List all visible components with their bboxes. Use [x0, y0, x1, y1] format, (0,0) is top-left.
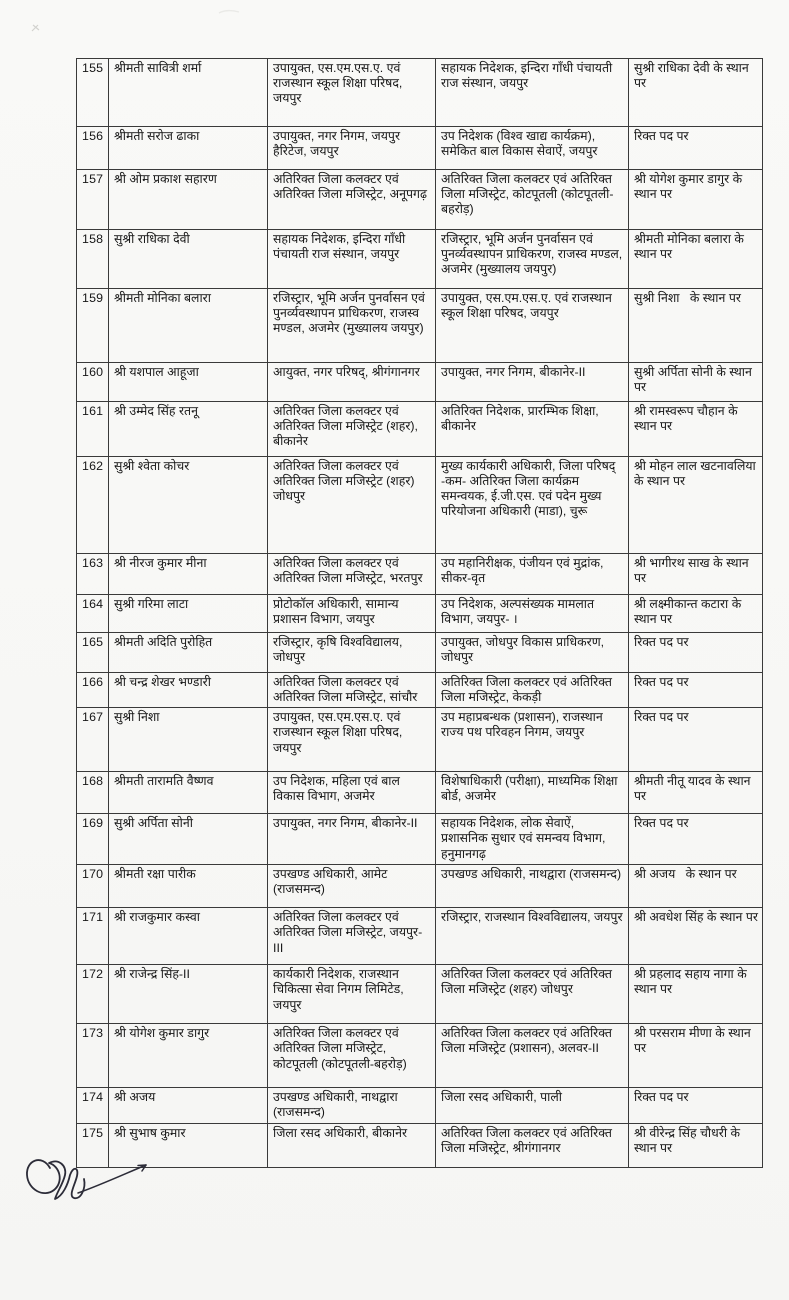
- cell-officer-name: श्रीमती रक्षा पारीक: [109, 865, 268, 908]
- cell-serial-number: 159: [77, 289, 109, 363]
- table-row: [77, 457, 763, 554]
- cell-officer-name: श्री उम्मेद सिंह रतनू: [109, 402, 268, 457]
- cell-new-post: उपायुक्त, जोधपुर विकास प्राधिकरण, जोधपुर: [436, 633, 629, 673]
- cell-officer-name: श्री अजय: [109, 1088, 268, 1123]
- cell-current-post: अतिरिक्त जिला कलक्टर एवं अतिरिक्त जिला मजिस्ट्रेट, कोटपूतली (कोटपूतली-बहरोड़): [268, 1024, 436, 1088]
- signature-mark: [20, 1146, 170, 1224]
- table-body: [77, 59, 763, 1168]
- cell-serial-number: 163: [77, 554, 109, 595]
- table-row: [77, 59, 763, 127]
- table-row: [77, 230, 763, 289]
- cell-new-post: अतिरिक्त जिला कलक्टर एवं अतिरिक्त जिला मजिस्ट्रेट (शहर) जोधपुर: [436, 965, 629, 1024]
- cell-officer-name: श्री राजकुमार कस्वा: [109, 908, 268, 965]
- cell-officer-name: सुश्री गरिमा लाटा: [109, 595, 268, 633]
- cell-current-post: रजिस्ट्रार, भूमि अर्जन पुनर्वासन एवं पुनर्व्यवस्थापन प्राधिकरण, राजस्व मण्डल, अजमेर (मुख्यालय जयपुर): [268, 289, 436, 363]
- cell-remark: रिक्त पद पर: [629, 633, 763, 673]
- cell-serial-number: 169: [77, 814, 109, 865]
- table-row: [77, 127, 763, 170]
- cell-remark: श्रीमती मोनिका बलारा के स्थान पर: [629, 230, 763, 289]
- cell-officer-name: श्री यशपाल आहूजा: [109, 363, 268, 402]
- cell-remark: रिक्त पद पर: [629, 814, 763, 865]
- table-row: [77, 673, 763, 708]
- cell-serial-number: 171: [77, 908, 109, 965]
- cell-remark: सुश्री अर्पिता सोनी के स्थान पर: [629, 363, 763, 402]
- cell-current-post: अतिरिक्त जिला कलक्टर एवं अतिरिक्त जिला मजिस्ट्रेट (शहर), बीकानेर: [268, 402, 436, 457]
- table-row: [77, 1123, 763, 1167]
- cell-officer-name: श्री चन्द्र शेखर भण्डारी: [109, 673, 268, 708]
- cell-new-post: अतिरिक्त जिला कलक्टर एवं अतिरिक्त जिला मजिस्ट्रेट, केकड़ी: [436, 673, 629, 708]
- cell-new-post: उप निदेशक, अल्पसंख्यक मामलात विभाग, जयपुर- ।: [436, 595, 629, 633]
- cell-remark: श्री परसराम मीणा के स्थान पर: [629, 1024, 763, 1088]
- cell-remark: सुश्री राधिका देवी के स्थान पर: [629, 59, 763, 127]
- cell-serial-number: 168: [77, 772, 109, 814]
- cell-serial-number: 155: [77, 59, 109, 127]
- cell-remark: श्री मोहन लाल खटनावलिया के स्थान पर: [629, 457, 763, 554]
- cell-serial-number: 157: [77, 170, 109, 230]
- cell-serial-number: 161: [77, 402, 109, 457]
- table-row: [77, 772, 763, 814]
- cell-current-post: उपखण्ड अधिकारी, आमेट (राजसमन्द): [268, 865, 436, 908]
- table-row: [77, 170, 763, 230]
- cell-new-post: उप निदेशक (विश्व खाद्य कार्यक्रम), समेकित बाल विकास सेवाऐं, जयपुर: [436, 127, 629, 170]
- cell-current-post: कार्यकारी निदेशक, राजस्थान चिकित्सा सेवा निगम लिमिटेड, जयपुर: [268, 965, 436, 1024]
- cell-remark: श्री योगेश कुमार डागुर के स्थान पर: [629, 170, 763, 230]
- table-row: [77, 908, 763, 965]
- cell-new-post: उपखण्ड अधिकारी, नाथद्वारा (राजसमन्द): [436, 865, 629, 908]
- cell-officer-name: श्री योगेश कुमार डागुर: [109, 1024, 268, 1088]
- table-row: [77, 633, 763, 673]
- cell-current-post: उपखण्ड अधिकारी, नाथद्वारा (राजसमन्द): [268, 1088, 436, 1123]
- cell-current-post: उप निदेशक, महिला एवं बाल विकास विभाग, अजमेर: [268, 772, 436, 814]
- transfer-order-table: [76, 58, 763, 1168]
- cell-serial-number: 173: [77, 1024, 109, 1088]
- cell-remark: रिक्त पद पर: [629, 127, 763, 170]
- cell-serial-number: 156: [77, 127, 109, 170]
- cell-remark: श्री अवधेश सिंह के स्थान पर: [629, 908, 763, 965]
- cell-serial-number: 162: [77, 457, 109, 554]
- cell-current-post: उपायुक्त, एस.एम.एस.ए. एवं राजस्थान स्कूल शिक्षा परिषद, जयपुर: [268, 708, 436, 772]
- cell-new-post: उपायुक्त, नगर निगम, बीकानेर-II: [436, 363, 629, 402]
- cell-remark: श्रीमती नीतू यादव के स्थान पर: [629, 772, 763, 814]
- cell-serial-number: 165: [77, 633, 109, 673]
- cell-new-post: जिला रसद अधिकारी, पाली: [436, 1088, 629, 1123]
- cell-current-post: प्रोटोकॉल अधिकारी, सामान्य प्रशासन विभाग, जयपुर: [268, 595, 436, 633]
- cell-serial-number: 160: [77, 363, 109, 402]
- cell-current-post: रजिस्ट्रार, कृषि विश्वविद्यालय, जोधपुर: [268, 633, 436, 673]
- cell-current-post: अतिरिक्त जिला कलक्टर एवं अतिरिक्त जिला मजिस्ट्रेट, सांचौर: [268, 673, 436, 708]
- table-row: [77, 965, 763, 1024]
- cell-serial-number: 170: [77, 865, 109, 908]
- cell-new-post: अतिरिक्त निदेशक, प्रारम्भिक शिक्षा, बीकानेर: [436, 402, 629, 457]
- cell-current-post: उपायुक्त, नगर निगम, जयपुर हैरिटेज, जयपुर: [268, 127, 436, 170]
- cell-remark: श्री भागीरथ साख के स्थान पर: [629, 554, 763, 595]
- cell-remark: रिक्त पद पर: [629, 708, 763, 772]
- cell-officer-name: श्रीमती सावित्री शर्मा: [109, 59, 268, 127]
- cell-officer-name: सुश्री श्वेता कोचर: [109, 457, 268, 554]
- table-row: [77, 708, 763, 772]
- cell-current-post: आयुक्त, नगर परिषद्, श्रीगंगानगर: [268, 363, 436, 402]
- cell-officer-name: श्री राजेन्द्र सिंह-II: [109, 965, 268, 1024]
- cell-officer-name: सुश्री राधिका देवी: [109, 230, 268, 289]
- cell-remark: श्री लक्ष्मीकान्त कटारा के स्थान पर: [629, 595, 763, 633]
- cell-remark: श्री वीरेन्द्र सिंह चौधरी के स्थान पर: [629, 1123, 763, 1167]
- cell-new-post: उप महानिरीक्षक, पंजीयन एवं मुद्रांक, सीकर-वृत: [436, 554, 629, 595]
- cell-new-post: सहायक निदेशक, इन्दिरा गाँधी पंचायती राज संस्थान, जयपुर: [436, 59, 629, 127]
- table-row: [77, 1024, 763, 1088]
- cell-remark: श्री प्रहलाद सहाय नागा के स्थान पर: [629, 965, 763, 1024]
- cell-officer-name: श्रीमती सरोज ढाका: [109, 127, 268, 170]
- cell-new-post: उपायुक्त, एस.एम.एस.ए. एवं राजस्थान स्कूल शिक्षा परिषद, जयपुर: [436, 289, 629, 363]
- cell-current-post: उपायुक्त, नगर निगम, बीकानेर-II: [268, 814, 436, 865]
- cell-serial-number: 166: [77, 673, 109, 708]
- cell-serial-number: 175: [77, 1123, 109, 1167]
- scan-smudge: [218, 8, 240, 16]
- table-row: [77, 814, 763, 865]
- cell-remark: रिक्त पद पर: [629, 673, 763, 708]
- table-row: [77, 289, 763, 363]
- table-row: [77, 865, 763, 908]
- cell-remark: रिक्त पद पर: [629, 1088, 763, 1123]
- cell-current-post: अतिरिक्त जिला कलक्टर एवं अतिरिक्त जिला मजिस्ट्रेट, जयपुर-III: [268, 908, 436, 965]
- cell-officer-name: श्रीमती तारामति वैष्णव: [109, 772, 268, 814]
- cell-new-post: अतिरिक्त जिला कलक्टर एवं अतिरिक्त जिला मजिस्ट्रेट (प्रशासन), अलवर-II: [436, 1024, 629, 1088]
- cell-current-post: सहायक निदेशक, इन्दिरा गाँधी पंचायती राज संस्थान, जयपुर: [268, 230, 436, 289]
- cell-new-post: सहायक निदेशक, लोक सेवाऐं, प्रशासनिक सुधार एवं समन्वय विभाग, हनुमानगढ़: [436, 814, 629, 865]
- cell-officer-name: श्रीमती अदिति पुरोहित: [109, 633, 268, 673]
- cell-current-post: जिला रसद अधिकारी, बीकानेर: [268, 1123, 436, 1167]
- pencil-mark: [30, 22, 44, 36]
- table-row: [77, 554, 763, 595]
- cell-new-post: अतिरिक्त जिला कलक्टर एवं अतिरिक्त जिला मजिस्ट्रेट, कोटपूतली (कोटपूतली-बहरोड़): [436, 170, 629, 230]
- cell-new-post: विशेषाधिकारी (परीक्षा), माध्यमिक शिक्षा बोर्ड, अजमेर: [436, 772, 629, 814]
- cell-current-post: उपायुक्त, एस.एम.एस.ए. एवं राजस्थान स्कूल शिक्षा परिषद, जयपुर: [268, 59, 436, 127]
- cell-remark: श्री अजय के स्थान पर: [629, 865, 763, 908]
- cell-officer-name: श्री ओम प्रकाश सहारण: [109, 170, 268, 230]
- table-row: [77, 402, 763, 457]
- cell-current-post: अतिरिक्त जिला कलक्टर एवं अतिरिक्त जिला मजिस्ट्रेट (शहर) जोधपुर: [268, 457, 436, 554]
- cell-officer-name: श्रीमती मोनिका बलारा: [109, 289, 268, 363]
- cell-remark: सुश्री निशा के स्थान पर: [629, 289, 763, 363]
- cell-serial-number: 174: [77, 1088, 109, 1123]
- cell-serial-number: 172: [77, 965, 109, 1024]
- cell-new-post: उप महाप्रबन्धक (प्रशासन), राजस्थान राज्य पथ परिवहन निगम, जयपुर: [436, 708, 629, 772]
- table-row: [77, 595, 763, 633]
- cell-serial-number: 164: [77, 595, 109, 633]
- table-row: [77, 363, 763, 402]
- cell-new-post: अतिरिक्त जिला कलक्टर एवं अतिरिक्त जिला मजिस्ट्रेट, श्रीगंगानगर: [436, 1123, 629, 1167]
- cell-current-post: अतिरिक्त जिला कलक्टर एवं अतिरिक्त जिला मजिस्ट्रेट, भरतपुर: [268, 554, 436, 595]
- cell-remark: श्री रामस्वरूप चौहान के स्थान पर: [629, 402, 763, 457]
- cell-serial-number: 167: [77, 708, 109, 772]
- cell-officer-name: श्री सुभाष कुमार: [109, 1123, 268, 1167]
- cell-officer-name: श्री नीरज कुमार मीना: [109, 554, 268, 595]
- cell-officer-name: सुश्री निशा: [109, 708, 268, 772]
- cell-officer-name: सुश्री अर्पिता सोनी: [109, 814, 268, 865]
- cell-serial-number: 158: [77, 230, 109, 289]
- cell-new-post: मुख्य कार्यकारी अधिकारी, जिला परिषद् -कम- अतिरिक्त जिला कार्यक्रम समन्वयक, ई.जी.एस. एवं पदेन मुख्य परियोजना अधिकारी (माडा), चुरू: [436, 457, 629, 554]
- cell-current-post: अतिरिक्त जिला कलक्टर एवं अतिरिक्त जिला मजिस्ट्रेट, अनूपगढ़: [268, 170, 436, 230]
- cell-new-post: रजिस्ट्रार, भूमि अर्जन पुनर्वासन एवं पुनर्व्यवस्थापन प्राधिकरण, राजस्व मण्डल, अजमेर (मुख्यालय जयपुर): [436, 230, 629, 289]
- table-row: [77, 1088, 763, 1123]
- cell-new-post: रजिस्ट्रार, राजस्थान विश्वविद्यालय, जयपुर: [436, 908, 629, 965]
